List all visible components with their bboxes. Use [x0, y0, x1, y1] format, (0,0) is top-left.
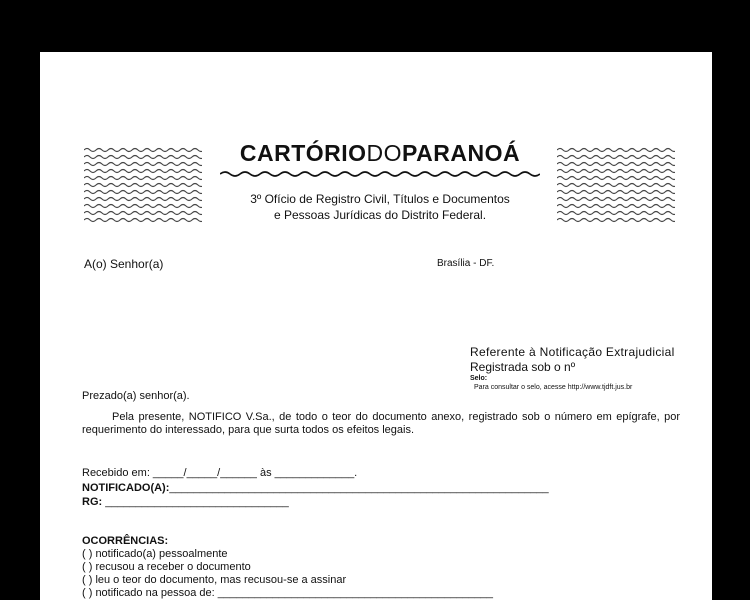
occurrence-item: ( ) notificado na pessoa de: _____________________________________________ [82, 587, 494, 599]
wave-pattern-right [557, 146, 675, 228]
received-line: Recebido em: _____/_____/______ às _____________. [82, 467, 358, 479]
document-page [40, 52, 712, 600]
rg-label: RG: [82, 496, 103, 508]
cartorio-logo-title [220, 140, 540, 167]
registry-subtitle-line2: e Pessoas Jurídicas do Distrito Federal. [273, 208, 487, 222]
occurrence-item: ( ) recusou a receber o documento [82, 561, 251, 573]
notified-label: NOTIFICADO(A): [82, 482, 170, 494]
notified-signature-line: ______________________________________________________________ [169, 482, 549, 494]
notification-body: Pela presente, NOTIFICO V.Sa., de todo o teor do documento anexo, registrado sob o número em epígrafe, por requerimento do interessado, para que surta todos os efeitos legais. [82, 411, 680, 436]
seal-note: Para consultar o selo, acesse http://www.tjdft.jus.br [474, 384, 633, 391]
occurrence-item: ( ) notificado(a) pessoalmente [82, 548, 228, 560]
occurrences-title: OCORRÊNCIAS: [82, 535, 169, 547]
wave-pattern-left [84, 146, 202, 228]
rg-row [82, 496, 289, 508]
addressee-label: A(o) Senhor(a) [84, 257, 164, 271]
rg-line: ______________________________ [102, 496, 289, 508]
occurrence-item: ( ) leu o teor do documento, mas recusou-se a assinar [82, 574, 347, 586]
registry-subtitle-line1: 3º Ofício de Registro Civil, Títulos e Documentos [250, 192, 510, 206]
reference-line2: Registrada sob o nº [470, 360, 576, 374]
place-label: Brasília - DF. [437, 258, 495, 269]
reference-line1: Referente à Notificação Extrajudicial [470, 345, 675, 359]
greeting: Prezado(a) senhor(a). [82, 390, 190, 402]
seal-label: Selo: [470, 375, 488, 382]
logo-word-cartorio: CARTÓRIO [239, 140, 367, 166]
logo-wave-underline [220, 169, 540, 179]
logo-word-do: DO [366, 140, 403, 166]
notified-row [82, 482, 549, 494]
logo-word-paranoa: PARANOÁ [402, 140, 521, 166]
